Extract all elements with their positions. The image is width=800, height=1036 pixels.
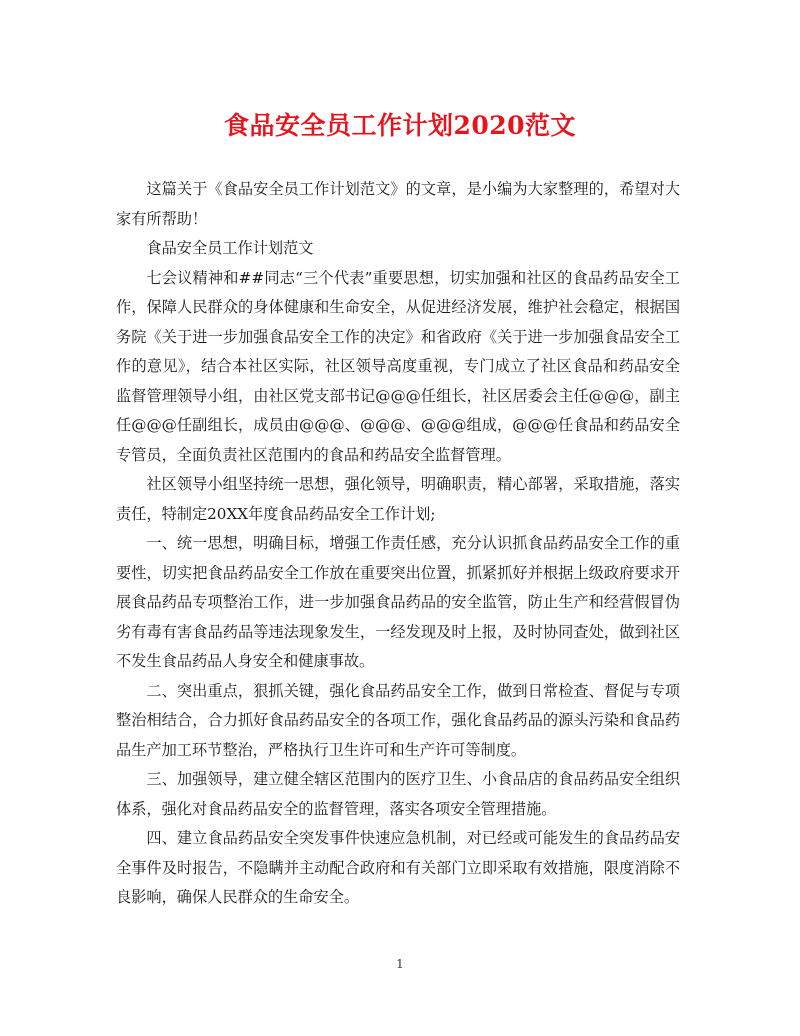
- document-body: [116, 175, 680, 913]
- body-paragraph: 三、加强领导，建立健全辖区范围内的医疗卫生、小食品店的食品药品安全组织体系，强化对食品药品安全的监督管理，落实各项安全管理措施。: [116, 770, 680, 818]
- body-paragraph: 二、突出重点，狠抓关键，强化食品药品安全工作，做到日常检查、督促与专项整治相结合，合力抓好食品药品安全的各项工作，强化食品药品的源头污染和食品药品生产加工环节整治，严格执行卫生许可和生产许可等制度。: [116, 681, 680, 759]
- section-heading: 食品安全员工作计划范文: [146, 239, 314, 257]
- body-paragraph: 社区领导小组坚持统一思想，强化领导，明确职责，精心部署，采取措施，落实责任，特制定20XX年度食品药品安全工作计划;: [116, 475, 680, 523]
- body-paragraph: 一、统一思想，明确目标，增强工作责任感，充分认识抓食品药品安全工作的重要性，切实把食品药品安全工作放在重要突出位置，抓紧抓好并根据上级政府要求开展食品药品专项整治工作，进一步加强食品药品的安全监管，防止生产和经营假冒伪劣有毒有害食品药品等违法现象发生，一经发现及时上报，及时协同查处，做到社区不发生食品药品人身安全和健康事故。: [116, 534, 680, 670]
- intro-paragraph: 这篇关于《食品安全员工作计划范文》的文章，是小编为大家整理的，希望对大家有所帮助！: [116, 180, 680, 228]
- page-number: 1: [396, 957, 404, 971]
- body-paragraph: 四、建立食品药品安全突发事件快速应急机制，对已经或可能发生的食品药品安全事件及时报告，不隐瞒并主动配合政府和有关部门立即采取有效措施，限度消除不良影响，确保人民群众的生命安全。: [116, 829, 680, 906]
- body-paragraph: 七会议精神和##同志“三个代表”重要思想，切实加强和社区的食品药品安全工作，保障人民群众的身体健康和生命安全，从促进经济发展，维护社会稳定，根据国务院《关于进一步加强食品安全工作的决定》和省政府《关于进一步加强食品安全工作的意见》，结合本社区实际，社区领导高度重视，专门成立了社区食品和药品安全监督管理领导小组，由社区党支部书记@@@任组长，社区居委会主任@@@，副主任@@@任副组长，成员由@@@、@@@、@@@组成，@@@任食品和药品安全专管员，全面负责社区范围内的食品和药品安全监督管理。: [116, 268, 680, 464]
- document-title: 食品安全员工作计划2020范文: [223, 111, 577, 140]
